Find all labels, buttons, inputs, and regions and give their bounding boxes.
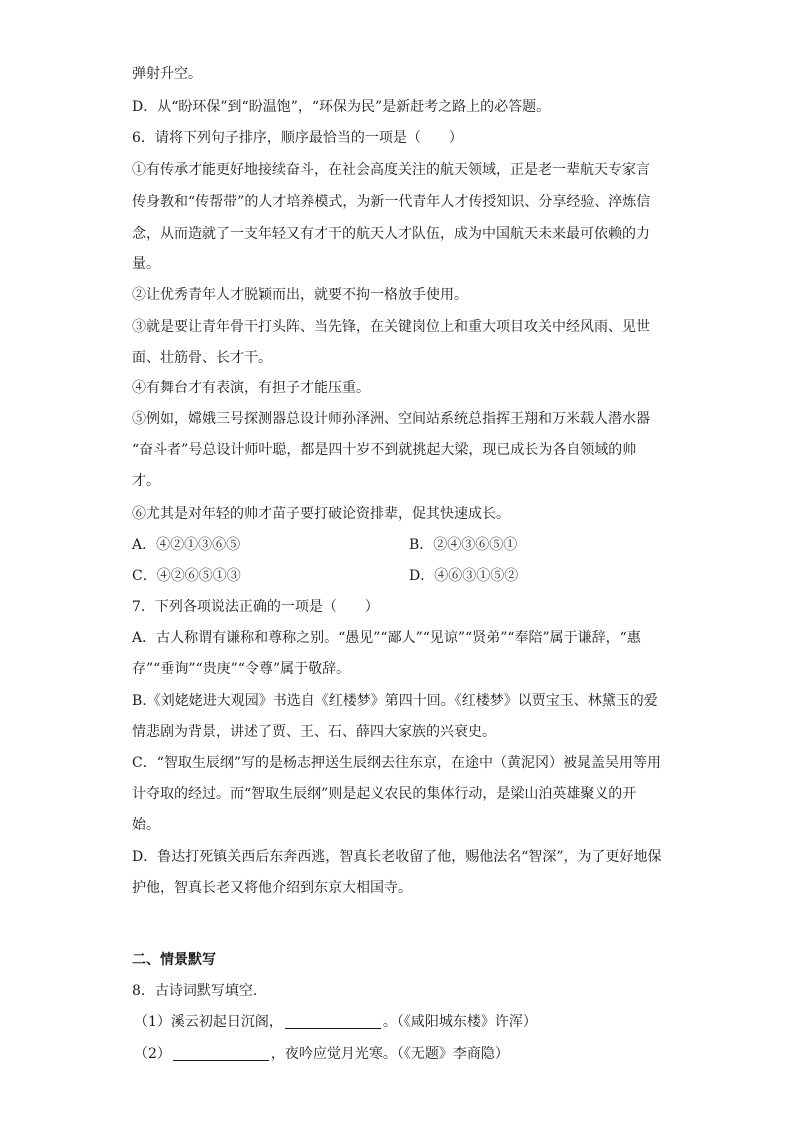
option-a: A．④②①③⑥⑤ <box>132 537 241 553</box>
q8-item-1 <box>134 1012 674 1032</box>
sentence-1-line: 量。 <box>132 256 160 272</box>
sentence-3-line: 面、壮筋骨、长才干。 <box>132 350 272 366</box>
sentence-6: ⑥尤其是对年轻的帅才苗子要打破论资排辈，促其快速成长。 <box>132 506 510 522</box>
answer-blank[interactable] <box>173 1046 269 1061</box>
q7-option-d-line: D．鲁达打死镇关西后东奔西逃，智真长老收留了他，赐他法名“智深”，为了更好地保 <box>132 849 662 865</box>
q7-option-d-line: 护他，智真长老又将他介绍到东京大相国寺。 <box>132 880 412 896</box>
q7-option-a-line: 存”“垂询”“贵庚”“令尊”属于敬辞。 <box>132 661 351 677</box>
sentence-2: ②让优秀青年人才脱颖而出，就要不拘一格放手使用。 <box>132 287 468 303</box>
sentence-1-line: 念，从而造就了一支年轻又有才干的航天人才队伍，成为中国航天未来最可依赖的力 <box>132 226 650 242</box>
sentence-5-line: ⑤例如，嫦娥三号探测器总设计师孙泽洲、空间站系统总指挥王翔和万米载人潜水器 <box>132 411 650 427</box>
answer-blank[interactable] <box>285 1014 381 1029</box>
text-line: 弹射升空。 <box>132 66 202 82</box>
sentence-3-line: ③就是要让青年骨干打头阵、当先锋，在关键岗位上和重大项目攻关中经风雨、见世 <box>132 319 650 335</box>
sentence-1-line: ①有传承才能更好地接续奋斗，在社会高度关注的航天领域，正是老一辈航天专家言 <box>132 162 650 178</box>
question-6-stem: 6．请将下列句子排序，顺序最恰当的一项是（ ） <box>132 130 463 146</box>
option-d: D．④⑥③①⑤② <box>409 568 519 584</box>
sentence-5-line: 才。 <box>132 473 160 489</box>
section-heading: 二、情景默写 <box>132 952 216 968</box>
q7-option-a-line: A．古人称谓有谦称和尊称之别。“愚见”“鄙人”“见谅”“贤弟”“奉陪”属于谦辞，“惠 <box>132 630 641 646</box>
sentence-1-line: 传身教和“传帮带”的人才培养模式，为新一代青年人才传授知识、分享经验、淬炼信 <box>132 194 651 210</box>
q8-item-2-suffix: ，夜吟应觉月光寒。（《无题》李商隐） <box>270 1046 509 1062</box>
text-line: D．从“盼环保”到“盼温饱”，“环保为民”是新赶考之路上的必答题。 <box>132 99 551 115</box>
q7-option-b-line: 情悲剧为背景，讲述了贾、王、石、薛四大家族的兴衰史。 <box>132 724 496 740</box>
option-c: C．④②⑥⑤①③ <box>132 568 241 584</box>
q7-option-b-line: B.《刘姥姥进大观园》书选自《红楼梦》第四十回。《红楼梦》以贾宝玉、林黛玉的爱 <box>132 693 658 709</box>
option-b: B．②④③⑥⑤① <box>409 537 518 553</box>
sentence-4: ④有舞台才有表演，有担子才能压重。 <box>132 380 370 396</box>
q8-item-1-prefix: （1）溪云初起日沉阁， <box>134 1014 283 1030</box>
question-7-stem: 7．下列各项说法正确的一项是（ ） <box>132 599 379 615</box>
q7-option-c-line: C．“智取生辰纲”写的是杨志押送生辰纲去往东京，在途中（黄泥冈）被晁盖吴用等用 <box>132 755 662 771</box>
q8-item-1-suffix: 。（《咸阳城东楼》许浑） <box>382 1014 537 1030</box>
question-8-stem: 8．古诗词默写填空. <box>132 983 258 999</box>
sentence-5-line: “奋斗者”号总设计师叶聪，都是四十岁不到就挑起大梁，现已成长为各自领域的帅 <box>132 442 637 458</box>
q7-option-c-line: 始。 <box>132 817 160 833</box>
q8-item-2-prefix: （2） <box>134 1046 171 1062</box>
q7-option-c-line: 计夺取的经过。而“智取生辰纲”则是起义农民的集体行动，是梁山泊英雄聚义的开 <box>132 786 637 802</box>
q8-item-2 <box>134 1044 674 1064</box>
